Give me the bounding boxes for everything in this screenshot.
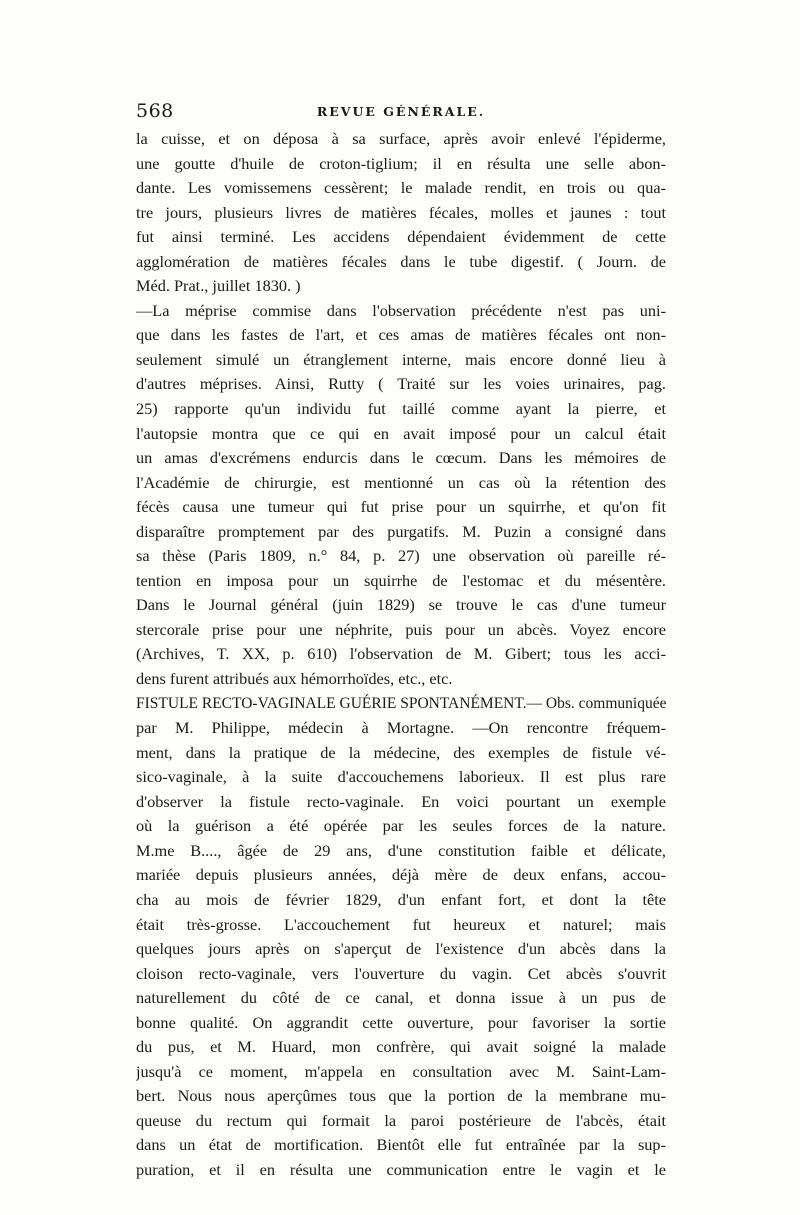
running-head <box>136 100 666 126</box>
text-line: seulement simulé un étranglement interne, mais encore donné lieu à <box>136 349 666 369</box>
text-line: stercorale prise pour une néphrite, puis pour un abcès. Voyez encore <box>136 619 666 639</box>
text-line: dante. Les vomissemens cessèrent; le malade rendit, en trois ou qua- <box>136 178 666 198</box>
text-line: sico-vaginale, à la suite d'accouchemens laborieux. Il est plus rare <box>136 767 666 787</box>
text-line: fécès causa une tumeur qui fut prise pour un squirrhe, et qu'on fit <box>136 497 666 517</box>
text-line: une goutte d'huile de croton-tiglium; il en résulta une selle abon- <box>136 153 666 173</box>
text-line: du pus, et M. Huard, mon confrère, qui avait soigné la malade <box>136 1037 666 1057</box>
text-line: d'observer la fistule recto-vaginale. En voici pourtant un exemple <box>136 791 666 811</box>
text-line: cha au mois de février 1829, d'un enfant fort, et dont la tête <box>136 889 666 909</box>
text-line: sa thèse (Paris 1809, n.° 84, p. 27) une observation où pareille ré- <box>136 546 666 566</box>
text-line: fut ainsi terminé. Les accidens dépendaient évidemment de cette <box>136 227 666 247</box>
text-line: tre jours, plusieurs livres de matières fécales, molles et jaunes : tout <box>136 202 666 222</box>
text-line: Méd. Prat., juillet 1830. ) <box>136 276 301 296</box>
text-line: (Archives, T. XX, p. 610) l'observation de M. Gibert; tous les acci- <box>136 644 666 664</box>
text-line: que dans les fastes de l'art, et ces amas de matières fécales ont non- <box>136 325 666 345</box>
text-line: Dans le Journal général (juin 1829) se trouve le cas d'une tumeur <box>136 595 666 615</box>
text-line: tention en imposa pour un squirrhe de l'estomac et du mésentère. <box>136 570 666 590</box>
page-number: 568 <box>136 100 174 122</box>
text-line: l'autopsie montra que ce qui en avait imposé pour un calcul était <box>136 423 666 443</box>
text-line: d'autres méprises. Ainsi, Rutty ( Traité sur les voies urinaires, pag. <box>136 374 666 394</box>
text-line: l'Académie de chirurgie, est mentionné un cas où la rétention des <box>136 472 666 492</box>
text-line: ment, dans la pratique de la médecine, des exemples de fistule vé- <box>136 742 666 762</box>
text-line: —La méprise commise dans l'observation précédente n'est pas uni- <box>136 300 666 320</box>
text-line: dans un état de mortification. Bientôt elle fut entraînée par la sup- <box>136 1135 666 1155</box>
text-line: la cuisse, et on déposa à sa surface, après avoir enlevé l'épiderme, <box>136 129 666 148</box>
text-line: disparaître promptement par des purgatifs. M. Puzin a consigné dans <box>136 521 666 541</box>
section-heading-line: FISTULE RECTO-VAGINALE GUÉRIE SPONTANÉMENT.— Obs. communiquée <box>136 694 666 712</box>
text-line: bert. Nous nous aperçûmes tous que la portion de la membrane mu- <box>136 1086 666 1106</box>
text-line: où la guérison a été opérée par les seules forces de la nature. <box>136 816 666 836</box>
text-line: 25) rapporte qu'un individu fut taillé comme ayant la pierre, et <box>136 399 666 419</box>
text-line: jusqu'à ce moment, m'appela en consultation avec M. Saint-Lam- <box>136 1061 666 1081</box>
text-line: M.me B...., âgée de 29 ans, d'une constitution faible et délicate, <box>136 840 666 860</box>
text-line: par M. Philippe, médecin à Mortagne. —On rencontre fréquem- <box>136 718 666 738</box>
text-line: agglomération de matières fécales dans le tube digestif. ( Journ. de <box>136 251 666 271</box>
text-line: queuse du rectum qui formait la paroi postérieure de l'abcès, était <box>136 1110 666 1130</box>
text-line: bonne qualité. On aggrandit cette ouverture, pour favoriser la sortie <box>136 1012 666 1032</box>
text-line: puration, et il en résulta une communication entre le vagin et le <box>136 1159 666 1179</box>
running-title: REVUE GÉNÉRALE. <box>316 104 486 119</box>
text-line: quelques jours après on s'aperçut de l'existence d'un abcès dans la <box>136 939 666 959</box>
text-line: naturellement du côté de ce canal, et donna issue à un pus de <box>136 988 666 1008</box>
text-line: mariée depuis plusieurs années, déjà mère de deux enfans, accou- <box>136 865 666 885</box>
text-line: un amas d'excrémens endurcis dans le cœcum. Dans les mémoires de <box>136 448 666 468</box>
body-text <box>136 127 666 1183</box>
text-line: dens furent attribués aux hémorrhoïdes, etc., etc. <box>136 669 453 689</box>
text-line: cloison recto-vaginale, vers l'ouverture du vagin. Cet abcès s'ouvrit <box>136 963 666 983</box>
text-line: était très-grosse. L'accouchement fut heureux et naturel; mais <box>136 914 666 934</box>
